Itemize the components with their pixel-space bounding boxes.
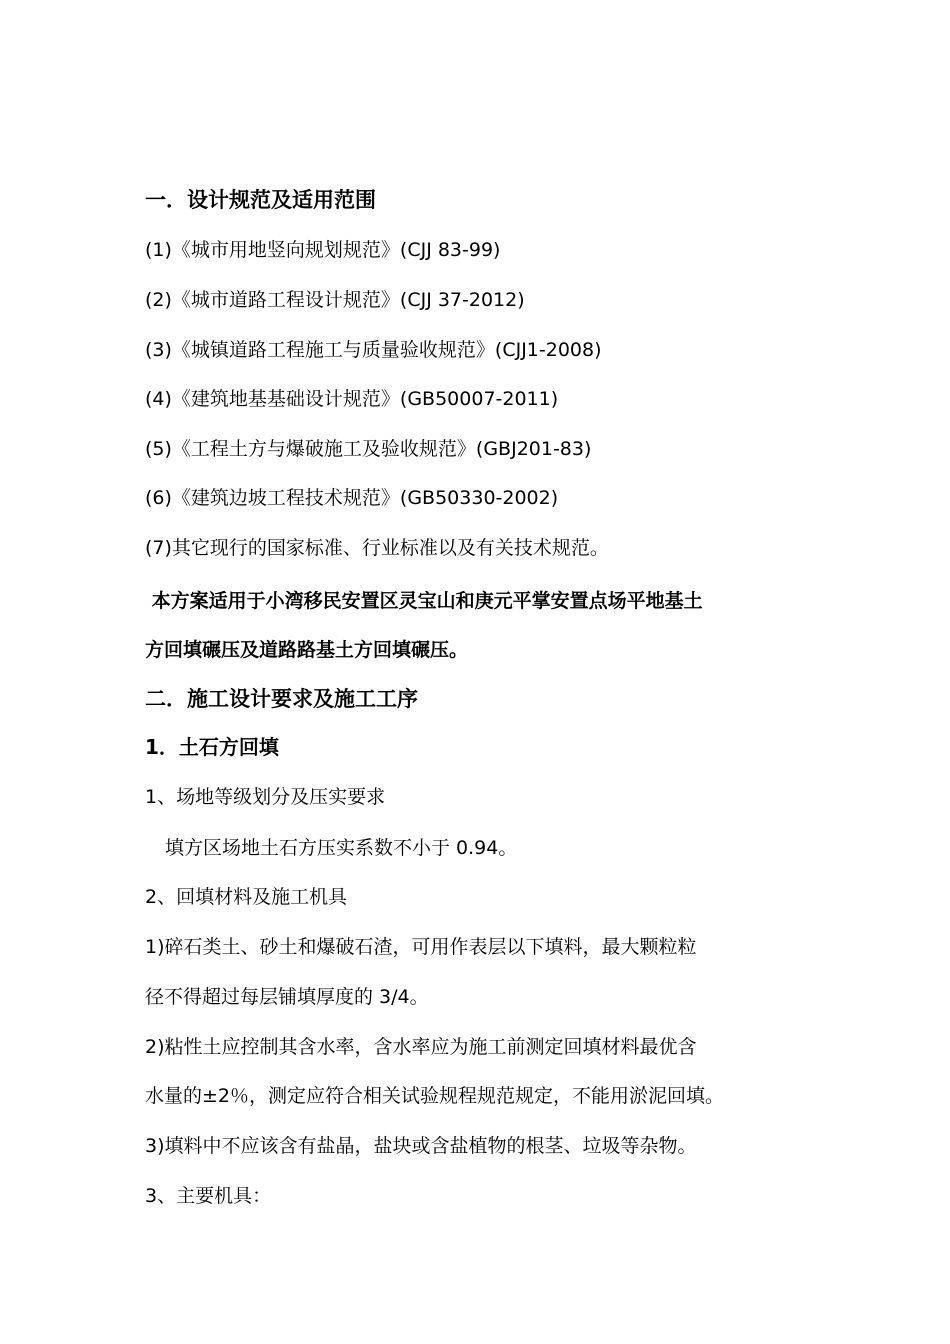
item1-title: 1、场地等级划分及压实要求: [145, 786, 386, 808]
standard-item-6: (6)《建筑边坡工程技术规范》(GB50330-2002): [145, 487, 559, 509]
material-1-line-1: 1)碎石类土、砂土和爆破石渣，可用作表层以下填料，最大颗粒粒: [145, 936, 697, 958]
item2-title: 2、回填材料及施工机具: [145, 886, 348, 908]
material-3: 3)填料中不应该含有盐晶，盐块或含盐植物的根茎、垃圾等杂物。: [145, 1135, 697, 1157]
material-2-line-1: 2)粘性土应控制其含水率，含水率应为施工前测定回填材料最优含: [145, 1036, 697, 1058]
standard-item-4: (4)《建筑地基基础设计规范》(GB50007-2011): [145, 388, 559, 410]
scope-line-1: 本方案适用于小湾移民安置区灵宝山和庚元平掌安置点场平地基土: [145, 590, 703, 612]
scope-line-2: 方回填碾压及道路路基土方回填碾压。: [145, 639, 469, 661]
material-1-line-2: 径不得超过每层铺填厚度的 3/4。: [145, 986, 429, 1008]
standard-item-3: (3)《城镇道路工程施工与质量验收规范》(CJJ1-2008): [145, 339, 602, 361]
subsection-earthwork-heading: 1．土石方回填: [145, 735, 279, 759]
material-2-line-2: 水量的±2％，测定应符合相关试验规程规范规定，不能用淤泥回填。: [145, 1085, 725, 1107]
item3-title: 3、主要机具：: [145, 1185, 272, 1207]
standard-item-5: (5)《工程土方与爆破施工及验收规范》(GBJ201-83): [145, 438, 592, 460]
section2-heading: 二．施工设计要求及施工工序: [145, 687, 418, 711]
item1-text: 填方区场地土石方压实系数不小于 0.94。: [165, 837, 518, 859]
standard-item-2: (2)《城市道路工程设计规范》(CJJ 37-2012): [145, 289, 525, 311]
standard-item-1: (1)《城市用地竖向规划规范》(CJJ 83-99): [145, 239, 501, 261]
standard-item-7: (7)其它现行的国家标准、行业标准以及有关技术规范。: [145, 537, 609, 559]
section1-heading: 一．设计规范及适用范围: [145, 188, 376, 212]
